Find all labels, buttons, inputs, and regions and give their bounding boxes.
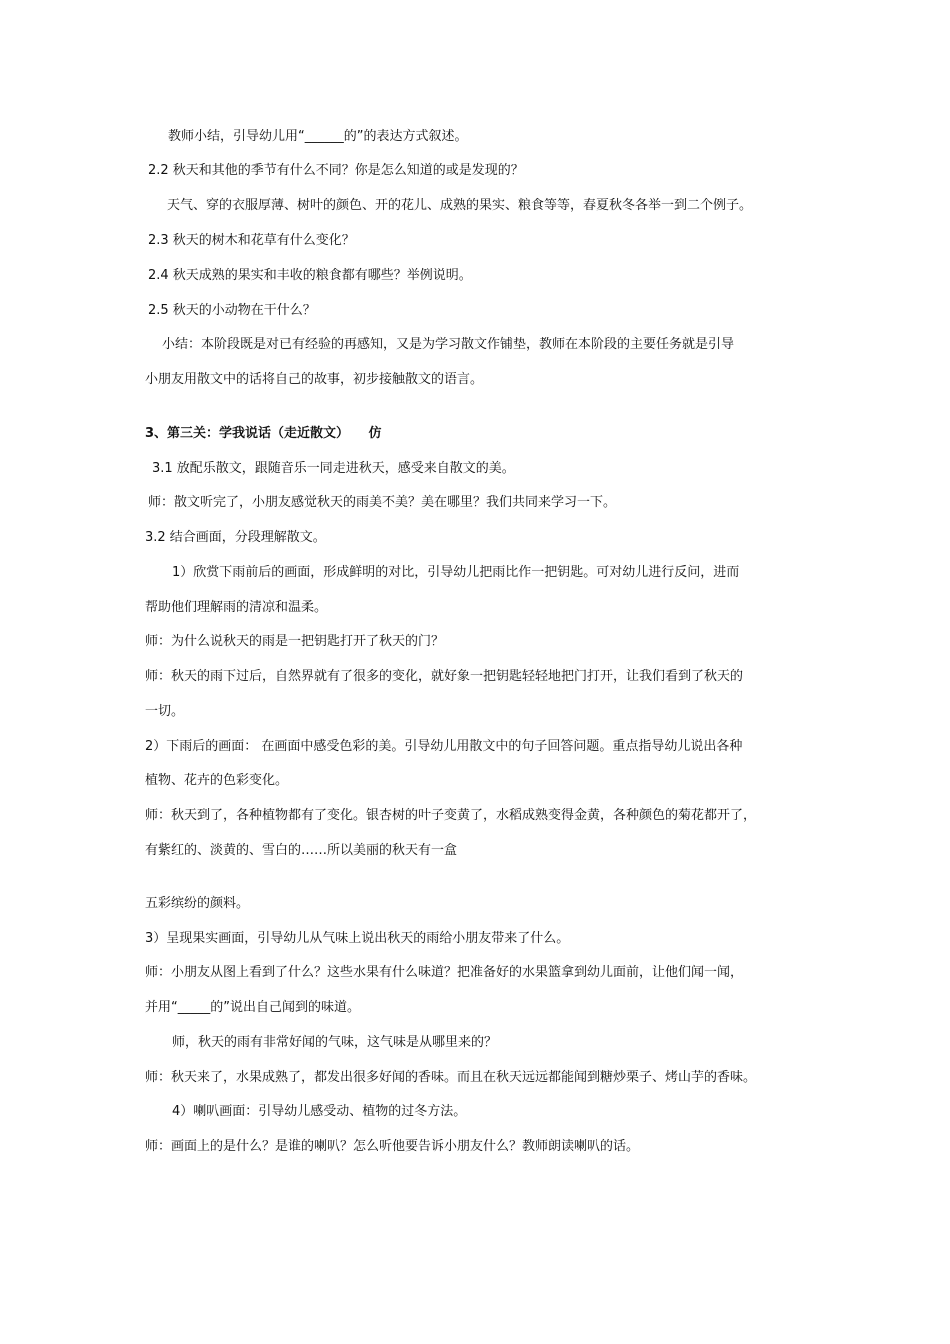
text-line: 五彩缤纷的颜料。 xyxy=(145,896,250,911)
step-3-2: 3.2 结合画面，分段理解散文。 xyxy=(145,530,326,545)
question-2-5: 2.5 秋天的小动物在干什么？ xyxy=(148,303,316,318)
teacher-line: 师：画面上的是什么？是谁的喇叭？怎么听他要告诉小朋友什么？教师朗读喇叭的话。 xyxy=(145,1139,640,1154)
section-heading-3: 3、第三关：学我说话（走近散文） 仿 xyxy=(145,426,382,441)
summary-line: 小结：本阶段既是对已有经验的再感知，又是为学习散文作铺垫，教师在本阶段的主要任务就是引导 xyxy=(162,337,735,352)
text-line: 植物、花卉的色彩变化。 xyxy=(145,773,289,788)
question-2-4: 2.4 秋天成熟的果实和丰收的粮食都有哪些？举例说明。 xyxy=(148,268,472,283)
teacher-line: 师：小朋友从图上看到了什么？这些水果有什么味道？把准备好的水果篮拿到幼儿面前，让他们闻一闻， xyxy=(145,965,744,980)
teacher-line: 师：散文听完了，小朋友感觉秋天的雨美不美？美在哪里？我们共同来学习一下。 xyxy=(148,495,617,510)
teacher-line: 师：秋天的雨下过后，自然界就有了很多的变化，就好象一把钥匙轻轻地把门打开，让我们看到了秋天的 xyxy=(145,669,744,684)
question-2-3: 2.3 秋天的树木和花草有什么变化？ xyxy=(148,233,355,248)
text-line: 2）下雨后的画面： 在画面中感受色彩的美。引导幼儿用散文中的句子回答问题。重点指导幼儿说出各种 xyxy=(145,739,743,754)
question-2-2: 2.2 秋天和其他的季节有什么不同？你是怎么知道的或是发现的？ xyxy=(148,163,524,178)
summary-line: 小朋友用散文中的话将自己的故事，初步接触散文的语言。 xyxy=(145,372,484,387)
teacher-line: 师：秋天到了，各种植物都有了变化。银杏树的叶子变黄了，水稻成熟变得金黄，各种颜色的菊花都开了， xyxy=(145,808,757,823)
teacher-line: 师：为什么说秋天的雨是一把钥匙打开了秋天的门？ xyxy=(145,634,445,649)
step-3-1: 3.1 放配乐散文，跟随音乐一同走进秋天，感受来自散文的美。 xyxy=(152,461,515,476)
teacher-line: 师，秋天的雨有非常好闻的气味，这气味是从哪里来的？ xyxy=(172,1035,498,1050)
text-line: 教师小结，引导幼儿用“______的”的表达方式叙述。 xyxy=(168,129,468,144)
text-line: 1）欣赏下雨前后的画面，形成鲜明的对比，引导幼儿把雨比作一把钥匙。可对幼儿进行反问，进而 xyxy=(172,565,740,580)
text-line: 4）喇叭画面：引导幼儿感受动、植物的过冬方法。 xyxy=(172,1104,467,1119)
text-line: 帮助他们理解雨的清凉和温柔。 xyxy=(145,600,328,615)
text-line: 天气、穿的衣服厚薄、树叶的颜色、开的花儿、成熟的果实、粮食等等，春夏秋冬各举一到二个例子。 xyxy=(167,198,753,213)
text-line: 有紫红的、淡黄的、雪白的……所以美丽的秋天有一盒 xyxy=(145,843,458,858)
text-line: 并用“_____的”说出自己闻到的味道。 xyxy=(145,1000,360,1015)
text-line: 3）呈现果实画面，引导幼儿从气味上说出秋天的雨给小朋友带来了什么。 xyxy=(145,931,570,946)
text-line: 一切。 xyxy=(145,704,185,719)
teacher-line: 师：秋天来了，水果成熟了，都发出很多好闻的香味。而且在秋天远远都能闻到糖炒栗子、烤山芋的香味。 xyxy=(145,1070,757,1085)
